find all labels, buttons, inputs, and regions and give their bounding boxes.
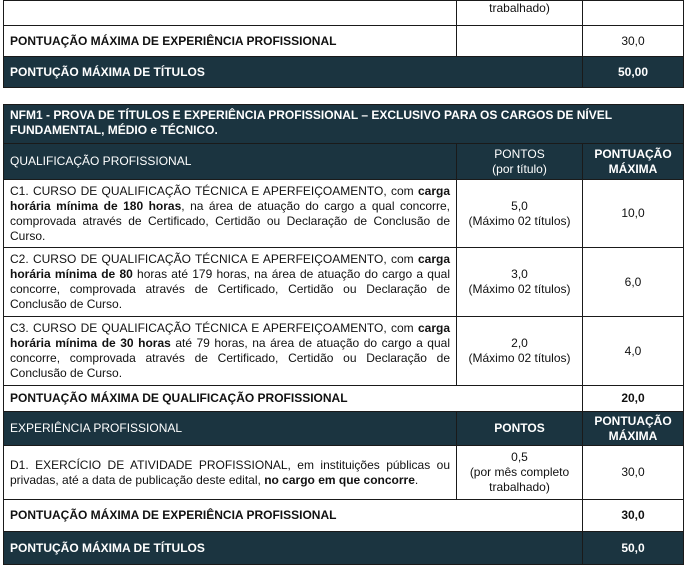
points-note: (Máximo 02 títulos) [468, 351, 571, 365]
item-text-bold: carga horária mínima de 80 [10, 252, 450, 281]
table-row [4, 1, 684, 26]
table-row [4, 446, 684, 500]
points-header-line1: PONTOS [494, 146, 545, 161]
item-text: horas até 179 horas, na área de atuação do cargo a qual concorre, comprovada através de Certificado, Certidão ou Declaração de Conclusão de Curso. [10, 267, 450, 311]
points-value: 0,5 [511, 450, 528, 464]
qual-total-label: PONTUAÇÃO MÁXIMA DE QUALIFICAÇÃO PROFISSIONAL [4, 386, 583, 412]
exp-item-points [457, 446, 583, 500]
max-header-line2: MÁXIMA [608, 161, 658, 176]
points-note: (Máximo 02 títulos) [468, 282, 571, 296]
table-row [4, 180, 684, 248]
table-row [4, 248, 684, 317]
item-description [4, 248, 457, 317]
table-row [4, 386, 684, 412]
previous-score-table [3, 0, 684, 88]
table-row [4, 26, 684, 57]
titles-max-value: 50,00 [583, 57, 684, 88]
table-header-row [4, 412, 684, 446]
points-header-line2: (por título) [492, 161, 547, 176]
qual-header-label: QUALIFICAÇÃO PROFISSIONAL [4, 144, 457, 180]
max-header-line2: MÁXIMA [608, 428, 658, 443]
item-max: 10,0 [583, 180, 684, 248]
item-points [457, 317, 583, 386]
points-header [457, 144, 583, 180]
item-text-bold: no cargo em que concorre [264, 472, 415, 487]
table-row [4, 532, 684, 565]
item-text: . [414, 472, 419, 487]
empty-cell [457, 26, 583, 57]
exp-max-header [583, 412, 684, 446]
item-text-bold: carga horária mínima de 180 horas [10, 183, 450, 213]
table-header-row [4, 144, 684, 180]
exp-total-value: 30,0 [583, 500, 684, 532]
exp-points-header: PONTOS [457, 412, 583, 446]
item-text: C3. CURSO DE QUALIFICAÇÃO TÉCNICA E APERFEIÇOAMENTO, com [10, 321, 418, 335]
exp-item-description [4, 446, 457, 500]
max-header-line1: PONTUAÇÃO [594, 413, 672, 428]
item-max: 6,0 [583, 248, 684, 317]
table-title-row [4, 105, 684, 144]
titles-max-label: PONTUÇÃO MÁXIMA DE TÍTULOS [4, 57, 583, 88]
points-value: 2,0 [511, 336, 528, 350]
table-row [4, 500, 684, 532]
item-points [457, 180, 583, 248]
nfm1-title: NFM1 - PROVA DE TÍTULOS E EXPERIÊNCIA PROFISSIONAL – EXCLUSIVO PARA OS CARGOS DE NÍVEL FUNDAMENTAL, MÉDIO e TÉCNICO. [4, 105, 684, 144]
item-text: , na área de atuação do cargo a qual concorre, comprovada através de Certificado, Certidão ou Declaração de Conclusão de Curso. [10, 198, 450, 243]
exp-item-max: 30,0 [583, 446, 684, 500]
empty-cell [4, 1, 457, 26]
points-fragment: trabalhado) [457, 1, 583, 26]
titles-total-label: PONTUÇÃO MÁXIMA DE TÍTULOS [4, 532, 583, 565]
item-description [4, 180, 457, 248]
table-row [4, 317, 684, 386]
exp-total-label: PONTUAÇÃO MÁXIMA DE EXPERIÊNCIA PROFISSIONAL [4, 500, 583, 532]
points-note: (Máximo 02 títulos) [468, 213, 571, 228]
max-header [583, 144, 684, 180]
item-max: 4,0 [583, 317, 684, 386]
item-text: C2. CURSO DE QUALIFICAÇÃO TÉCNICA E APERFEIÇOAMENTO, com [10, 252, 418, 266]
points-note: (por mês completo trabalhado) [469, 465, 570, 494]
nfm1-score-table [3, 104, 684, 565]
titles-total-value: 50,0 [583, 532, 684, 565]
item-description [4, 317, 457, 386]
item-points [457, 248, 583, 317]
empty-cell [583, 1, 684, 26]
item-text: D1. EXERCÍCIO DE ATIVIDADE PROFISSIONAL, em instituições públicas ou privadas, até a data de publicação deste edital, [10, 457, 450, 487]
qual-total-value: 20,0 [583, 386, 684, 412]
exp-max-value: 30,0 [583, 26, 684, 57]
table-row [4, 57, 684, 88]
item-text-bold: carga horária mínima de 30 horas [10, 321, 450, 350]
max-header-line1: PONTUAÇÃO [594, 146, 672, 161]
points-value: 3,0 [511, 267, 528, 281]
exp-header-label: EXPERIÊNCIA PROFISSIONAL [4, 412, 457, 446]
item-text: C1. CURSO DE QUALIFICAÇÃO TÉCNICA E APERFEIÇOAMENTO, com [10, 183, 418, 198]
points-value: 5,0 [511, 198, 528, 213]
item-text: até 79 horas, na área de atuação do cargo a qual concorre, comprovada através de Certificado, Certidão ou Declaração de Conclusão de Curso. [10, 336, 450, 380]
exp-max-label: PONTUAÇÃO MÁXIMA DE EXPERIÊNCIA PROFISSIONAL [4, 26, 457, 57]
